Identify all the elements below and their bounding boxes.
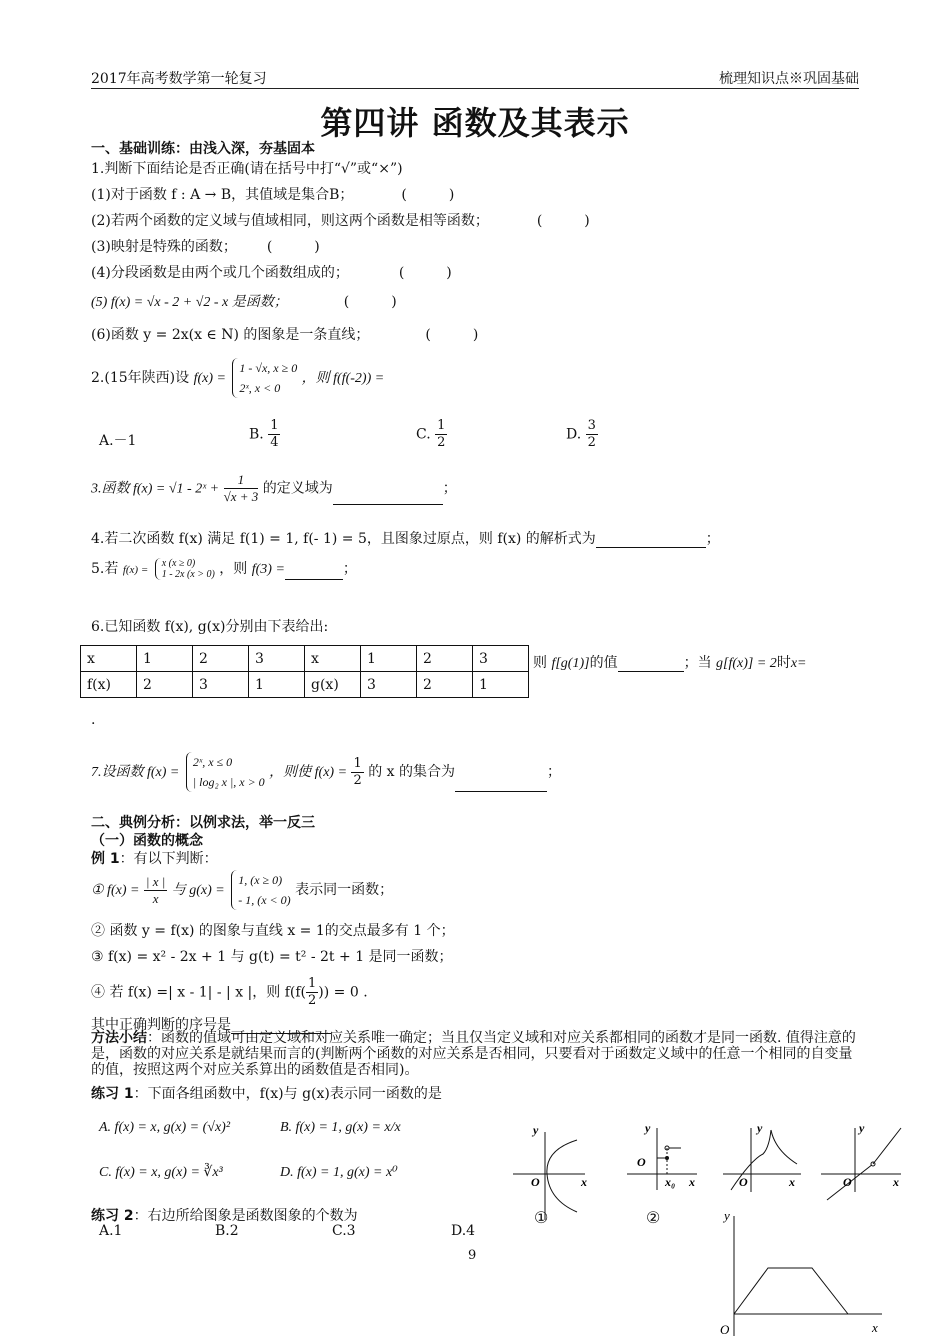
q1-item-4-text: (4)分段函数是由两个或几个函数组成的；: [91, 265, 349, 281]
practice2: 练习 2：右边所给图象是函数图象的个数为: [91, 1208, 358, 1224]
practice1-option-a: A. f(x) = x, g(x) = (√x)²: [99, 1120, 231, 1135]
graph-label-2: ②: [646, 1208, 661, 1227]
q3: 3.函数 f(x) = √1 - 2ˣ + $\frac{1}{√x + 3}$ 的定义域为 ；: [91, 472, 457, 504]
q6-stem: 6.已知函数 f(x), g(x)分别由下表给出:: [91, 619, 329, 635]
q2-option-c: C. $\frac{1}{2}$: [416, 418, 446, 450]
trapezoid-graph: [712, 1210, 892, 1340]
q6-right: 则 f[g(1)]的值 ；当 g[f(x)] = 2时x=: [533, 655, 807, 671]
practice2-option-a: A.1: [99, 1223, 123, 1239]
q2-post: ，则 f(f(-2)) =: [301, 371, 385, 386]
q7: 7.设函数 f(x) = 2ˣ, x ≤ 0 | log₂ x |, x > 0 ，则使 f(x) = $\frac{1}{2}$ 的 x 的集合为 ；: [91, 752, 561, 792]
svg-text:y: y: [859, 1121, 865, 1135]
graph-1: [513, 1123, 587, 1220]
table-row: x 1 2 3 x 1 2 3: [81, 646, 529, 672]
practice1-option-c: C. f(x) = x, g(x) = ∛x³: [99, 1165, 223, 1180]
q3-pre: 3.函数 f(x) = √1 - 2ˣ +: [91, 481, 220, 497]
q2-case1: 1 - √x, x ≥ 0: [239, 361, 298, 375]
example1-intro: 例 1：有以下判断：: [91, 851, 218, 867]
svg-text:O: O: [720, 1322, 730, 1337]
page-number: 9: [468, 1248, 477, 1263]
q6-dot: .: [91, 712, 96, 728]
q6-answer-blank-1[interactable]: [618, 657, 684, 672]
graph-3: [723, 1121, 801, 1192]
svg-text:y: y: [645, 1121, 651, 1135]
q1-item-1-text: (1)对于函数 f : A → B，其值域是集合B；: [91, 187, 354, 203]
section1-heading: 一、基础训练：由浅入深，夯基固本: [91, 141, 315, 157]
q5-answer-blank[interactable]: [285, 565, 343, 580]
q5-pre: 5.若: [91, 561, 119, 577]
q2-option-d: D. $\frac{3}{2}$: [566, 418, 596, 450]
q2-option-b: B. $\frac{1}{4}$: [249, 418, 279, 450]
q1-item-5-text: (5) f(x) = √x - 2 + √2 - x 是函数；: [91, 295, 288, 310]
q5-expr: f(3) =: [251, 562, 285, 577]
svg-text:y: y: [757, 1121, 763, 1135]
svg-text:O: O: [843, 1175, 852, 1189]
q1-stem: 1.判断下面结论是否正确(请在括号中打“√”或“×”): [91, 161, 403, 177]
q1-item-6-text: (6)函数 y = 2x(x ∈ N) 的图象是一条直线；: [91, 327, 370, 343]
q7-piecewise: 2ˣ, x ≤ 0 | log₂ x |, x > 0: [186, 752, 265, 792]
practice1-option-b: B. f(x) = 1, g(x) = x/x: [280, 1120, 401, 1135]
q1-item-4: (4)分段函数是由两个或几个函数组成的； ( ): [91, 265, 452, 281]
svg-text:x: x: [581, 1175, 587, 1189]
practice1: 练习 1：下面各组函数中，f(x)与 g(x)表示同一函数的是: [91, 1086, 442, 1102]
table-row: f(x) 2 3 1 g(x) 3 2 1: [81, 672, 529, 698]
q4-text: 4.若二次函数 f(x) 满足 f(1) = 1, f(- 1) = 5，且图象过原点，则 f(x) 的解析式为: [91, 531, 596, 547]
graph-4: [821, 1121, 901, 1200]
page-header: [91, 66, 859, 89]
q2-pre: 2.(15年陕西)设: [91, 370, 190, 386]
practice2-option-b: B.2: [215, 1223, 239, 1239]
q2-option-a: A.－1: [99, 433, 137, 449]
q3-post: 的定义域为: [262, 480, 333, 497]
svg-text:x₀: x₀: [665, 1175, 676, 1189]
judgement-3: ③ f(x) = x² - 2x + 1 与 g(t) = t² - 2t + 1 是同一函数；: [91, 949, 453, 965]
judgement-4: ④ 若 f(x) =| x - 1| - | x |，则 f(f( $\frac{1}{2}$ )) = 0 .: [91, 976, 368, 1008]
svg-text:x: x: [789, 1175, 795, 1189]
judgement-2: ② 函数 y = f(x) 的图象与直线 x = 1的交点最多有 1 个；: [91, 923, 455, 939]
svg-text:O: O: [637, 1155, 646, 1169]
answer-line: 其中正确判断的序号是: [91, 1014, 331, 1034]
svg-text:y: y: [533, 1123, 539, 1137]
q1-item-3-text: (3)映射是特殊的函数；: [91, 239, 237, 255]
svg-text:O: O: [531, 1175, 540, 1189]
section2-sub1: （一）函数的概念: [91, 833, 203, 849]
q1-item-2-text: (2)若两个函数的定义域与值域相同，则这两个函数是相等函数；: [91, 213, 489, 229]
q1-item-2: (2)若两个函数的定义域与值域相同，则这两个函数是相等函数； ( ): [91, 213, 590, 229]
svg-text:x: x: [893, 1175, 899, 1189]
q1-item-3: (3)映射是特殊的函数； ( ): [91, 239, 320, 255]
q5: 5.若 f(x) = x (x ≥ 0) 1 - 2x (x > 0) ，则 f(3) = ；: [91, 558, 357, 580]
section2-heading: 二、典例分析：以例求法，举一反三: [91, 815, 315, 831]
q2-piecewise: [232, 358, 297, 398]
practice2-option-c: C.3: [332, 1223, 356, 1239]
svg-text:O: O: [739, 1175, 748, 1189]
q4-answer-blank[interactable]: [596, 533, 706, 548]
q7-answer-blank[interactable]: [455, 777, 547, 792]
method-summary: 方法小结：函数的值域可由定义域和对应关系唯一确定；当且仅当定义域和对应关系都相同的函数才是同一函数. 值得注意的是，函数的对应关系是就结果而言的(判断两个函数的对应关系是否相同，只要看对于函数定义域中的任意一个相同的自变量的值，按照这两个对应关系算出的函数值是否相同)。: [91, 1030, 856, 1078]
svg-text:y: y: [724, 1210, 730, 1223]
q2-case2: 2ˣ, x < 0: [239, 381, 281, 395]
svg-text:x: x: [689, 1175, 695, 1189]
graph-label-1: ①: [534, 1208, 549, 1227]
page-title: 第四讲 函数及其表示: [320, 104, 630, 142]
header-left: 2017年高考数学第一轮复习: [91, 71, 267, 87]
function-table: [80, 645, 529, 698]
svg-text:x: x: [872, 1320, 878, 1335]
practice2-option-d: D.4: [451, 1223, 476, 1239]
q4: 4.若二次函数 f(x) 满足 f(1) = 1, f(- 1) = 5，且图象过原点，则 f(x) 的解析式为 ；: [91, 531, 720, 547]
q5-piecewise: x (x ≥ 0) 1 - 2x (x > 0): [155, 558, 215, 580]
judgement-1: ① f(x) = $\frac{| x |}{x}$ 与 g(x) = 1, (x ≥ 0) - 1, (x < 0) 表示同一函数；: [91, 870, 393, 910]
q1-item-5: (5) f(x) = √x - 2 + √2 - x 是函数； ( ): [91, 294, 397, 310]
q3-answer-blank[interactable]: [333, 490, 443, 505]
header-right: 梳理知识点※巩固基础: [719, 71, 859, 87]
graph-2: [627, 1121, 697, 1190]
q2: 2.(15年陕西)设 f(x) = 1 - √x, x ≥ 0 2ˣ, x < 0 ，则 f(f(-2)) =: [91, 358, 384, 398]
q1-item-1: (1)对于函数 f : A → B，其值域是集合B； ( ): [91, 187, 455, 203]
q1-item-6: (6)函数 y = 2x(x ∈ N) 的图象是一条直线； ( ): [91, 327, 479, 343]
practice1-option-d: D. f(x) = 1, g(x) = x⁰: [280, 1165, 398, 1180]
